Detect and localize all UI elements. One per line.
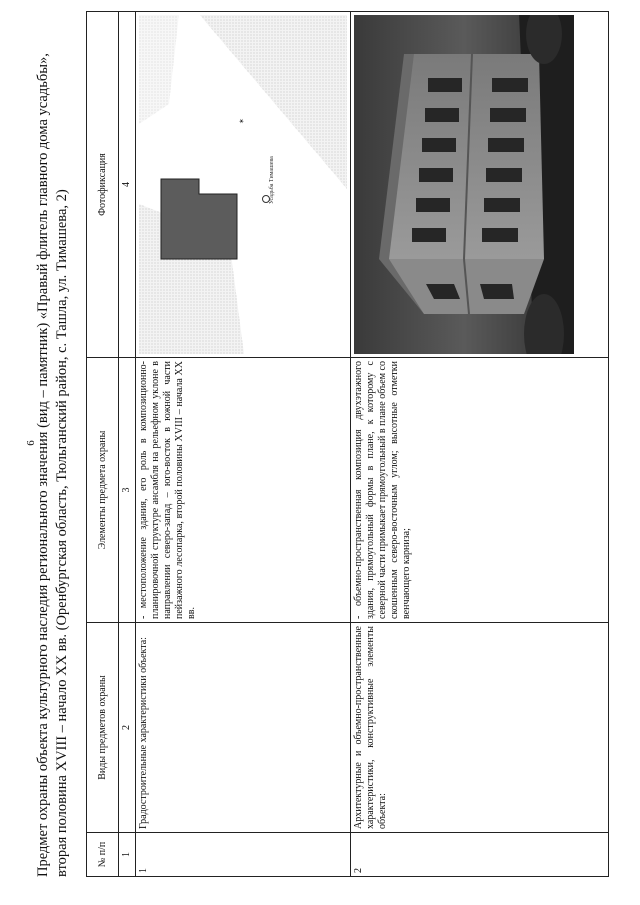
column-number-row	[119, 12, 136, 877]
row-elements: - местоположение здания, его роль в композиционно-планировочной структуре ансамбля на рельефном уклоне в направлении северо-запад – юго-восток в южной части пейзажного лесопарка, второй половины XVIII – начала XX вв.	[136, 358, 351, 623]
column-number: 3	[119, 358, 136, 623]
situation-map	[139, 15, 347, 354]
row-num: 2	[351, 833, 609, 877]
photo-cell	[351, 12, 609, 358]
photo-drawing	[354, 15, 574, 354]
row-kind: Градостроительные характеристики объекта:	[136, 623, 351, 833]
header-elements: Элементы предмета охраны	[87, 358, 119, 623]
star-icon: ✶	[238, 118, 246, 124]
header-kind: Виды предметов охраны	[87, 623, 119, 833]
header-photo: Фотофиксация	[87, 12, 119, 358]
map-label: Усадьба Тимашева	[269, 156, 275, 204]
column-number: 2	[119, 623, 136, 833]
header-num: № п/п	[87, 833, 119, 877]
column-number: 4	[119, 12, 136, 358]
page-number: 6	[24, 440, 37, 446]
rotated-page-content	[30, 12, 610, 877]
row-kind: Архитектурные и объемно-пространственные характеристики, конструктивные элементы объекта:	[351, 623, 609, 833]
map-drawing	[139, 15, 347, 354]
header-row	[87, 12, 119, 877]
building-photo	[354, 15, 574, 354]
document-title: Предмет охраны объекта культурного наследия регионального значения (вид – памятник) «Правый флигель главного дома усадьбы», вторая половина XVIII – начало XX вв. (Оренбургская область, Тюльганский район, с. Ташла, ул. Тимашева, 2)	[35, 53, 70, 877]
row-num: 1	[136, 833, 351, 877]
protection-table	[86, 11, 609, 877]
column-number: 1	[119, 833, 136, 877]
row-elements: - объемно-пространственная композиция двухэтажного здания, прямоугольный формы в плане, к которому с северной части примыкает прямоугольный в плане объем со скошенным северо-восточным углом; высотные отметки венчающего карниза;	[351, 358, 609, 623]
table-row	[136, 12, 351, 877]
map-cell	[136, 12, 351, 358]
table-row	[351, 12, 609, 877]
